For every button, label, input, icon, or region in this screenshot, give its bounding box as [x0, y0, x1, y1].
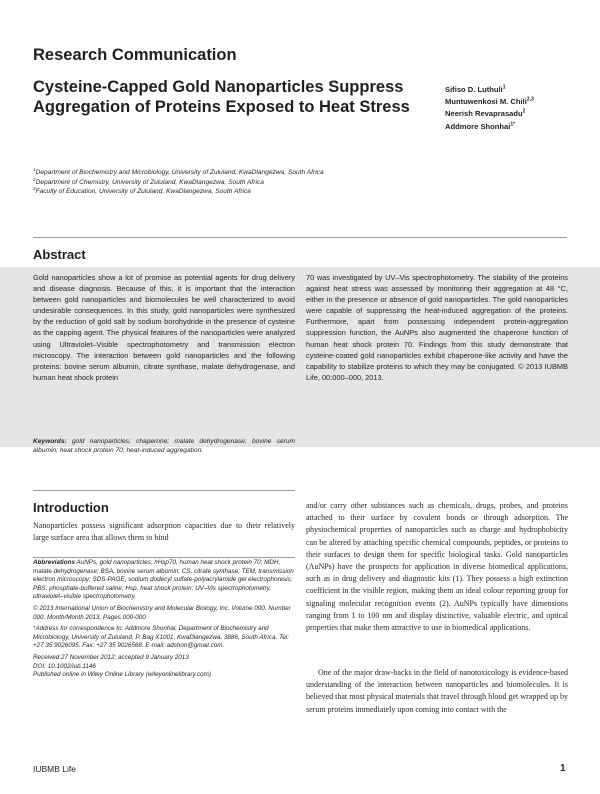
footnote-divider — [33, 557, 295, 558]
introduction-paragraph: Nanoparticles possess significant adsorption capacities due to their relatively large surface area that allows them to bind — [33, 521, 295, 543]
published-note: Published online in Wiley Online Library (wileyonlinelibrary.com) — [33, 671, 211, 679]
author[interactable]: Sifiso D. Luthuli$^1$ — [445, 84, 506, 94]
author[interactable]: Neerish Revaprasadu$^2$ — [445, 108, 526, 119]
affiliation: $^1$Department of Biochemistry and Microbiology, University of Zululand, KwaDlangezwa, South Africa — [33, 166, 324, 176]
affiliations — [33, 168, 363, 197]
abbreviations-note: Abbreviations AuNPs, gold nanoparticles; hHsp70, human heat shock protein 70; MDH, malate dehydrogenase; BSA, bovine serum albumin; CS, citrate synthase; TEM, transmission electron microscopy; SDS-PAGE, sodium dodecyl sulfate-polyacrylamide gel electrophoresis; PBS, phosphate-buffered saline; Hsp, heat shock protein; UV–Vis spectrophotometry, ultraviolet–visible spectrophotometry. — [33, 559, 294, 601]
journal-footer: IUBMB Life — [33, 764, 76, 774]
introduction-divider — [33, 490, 295, 491]
abstract-text-left: Gold nanoparticles show a lot of promise as potential agents for drug delivery and disease diagnosis. Because of this, it is important that the interaction between gold nanoparticles and biomolecules be well characterized to avoid undesirable consequences. In this study, gold nanoparticles were synthesized by the reduction of gold salt by sodium borohydride in the presence of cysteine as the capping agent. The physical features of the nanoparticles were analyzed using Ultraviolet–Visible spectrophotometry and transmission electron microscopy. The interaction between gold nanoparticles and the following proteins: bovine serum albumin, citrate synthase, malate dehydrogenase, and human heat shock protein — [33, 273, 295, 382]
introduction-paragraph: One of the major draw-backs in the field of nanotoxicology is evidence-based understanding of the interaction between nanoparticles and biomolecules. It is believed that most physical materials that travel through blood get wrapped up by serum proteins immediately upon coming into contact with the — [306, 668, 568, 714]
abstract-heading: Abstract — [33, 247, 86, 262]
article-title: Cysteine-Capped Gold Nanoparticles Suppress Aggregation of Proteins Exposed to Heat Stress — [33, 78, 410, 116]
introduction-heading: Introduction — [33, 500, 109, 515]
author[interactable]: Addmore Shonhai$^{1*}$ — [445, 121, 516, 131]
received-note: Received 27 November 2012; accepted 9 January 2013 — [33, 653, 189, 661]
keywords-label: Keywords: — [33, 438, 67, 445]
affiliation: $^3$Faculty of Education, University of Zululand, KwaDlangezwa, South Africa — [33, 185, 251, 195]
section-label: Research Communication — [33, 46, 237, 64]
affiliation: $^2$Department of Chemistry, University of Zululand, KwaDlangezwa, South Africa — [33, 176, 264, 186]
page-number: 1 — [560, 763, 566, 774]
author[interactable]: Muntuwenkosi M. Chili$^{2,3}$ — [445, 96, 534, 107]
author-list — [445, 84, 595, 133]
doi-note[interactable]: DOI: 10.1002/iub.1146 — [33, 662, 96, 670]
keywords — [33, 437, 295, 455]
correspondence-note: *Address for correspondence to: Addmore Shonhai, Department of Biochemistry and Microbiology, University of Zululand, P. Bag X1001, KwaDlangezwa, 3886, South Africa. Tel: +27 35 9026095. Fax: +27 35 9026568. E-mail: adshon@gmail.com. — [33, 625, 289, 650]
keywords-text: gold nanoparticles; chaperone; malate dehydrogenase; bovine serum albumin; heat shock protein 70; heat-induced aggregation. — [33, 438, 295, 455]
introduction-paragraph: and/or carry other substances such as chemicals, drugs, probes, and proteins attached to their surface by covalent bonds or through adsorption. The physiochemical properties of nanoparticles such as charge and hydrophobicity can be altered by attaching specific chemical compounds, peptides, or proteins to their surfaces to design them for specific biological tasks. Gold nanoparticles (AuNPs) have the prospects for application in diverse biomedical applications, such as in drug delivery and diagnostic kits (1). They possess a high extinction coefficient in the visible region, making them an ideal colour reporting group for signaling molecular recognition events (2). AuNPs typically have dimensions ranging from 1 to 100 nm and display distinctive, valuable electric, and optical properties that make them attractive to use in biomedical applications. — [306, 501, 568, 633]
abstract-divider — [33, 237, 567, 238]
abstract-text-right: 70 was investigated by UV–Vis spectrophotometry. The stability of the proteins against heat stress was assessed by monitoring their aggregation at 48 °C, either in the presence or absence of gold nanoparticles. The gold nanoparticles were capable of suppressing the heat-induced aggregation of the proteins. Furthermore, apart from possessing independent protein-aggregation suppression function, the AuNPs also augmented the chaperone function of human heat shock protein 70. Findings from this study demonstrate that cysteine-coated gold nanoparticles exhibit chaperone-like activity and have the capability to stabilize proteins to which they may be conjugated. © 2013 IUBMB Life, 00:000–000, 2013. — [306, 273, 568, 382]
footnotes — [33, 559, 295, 680]
copyright-note: © 2013 International Union of Biochemistry and Molecular Biology, Inc. Volume 000, Number 000, Month/Month 2013, Pages 000-000 — [33, 604, 291, 621]
